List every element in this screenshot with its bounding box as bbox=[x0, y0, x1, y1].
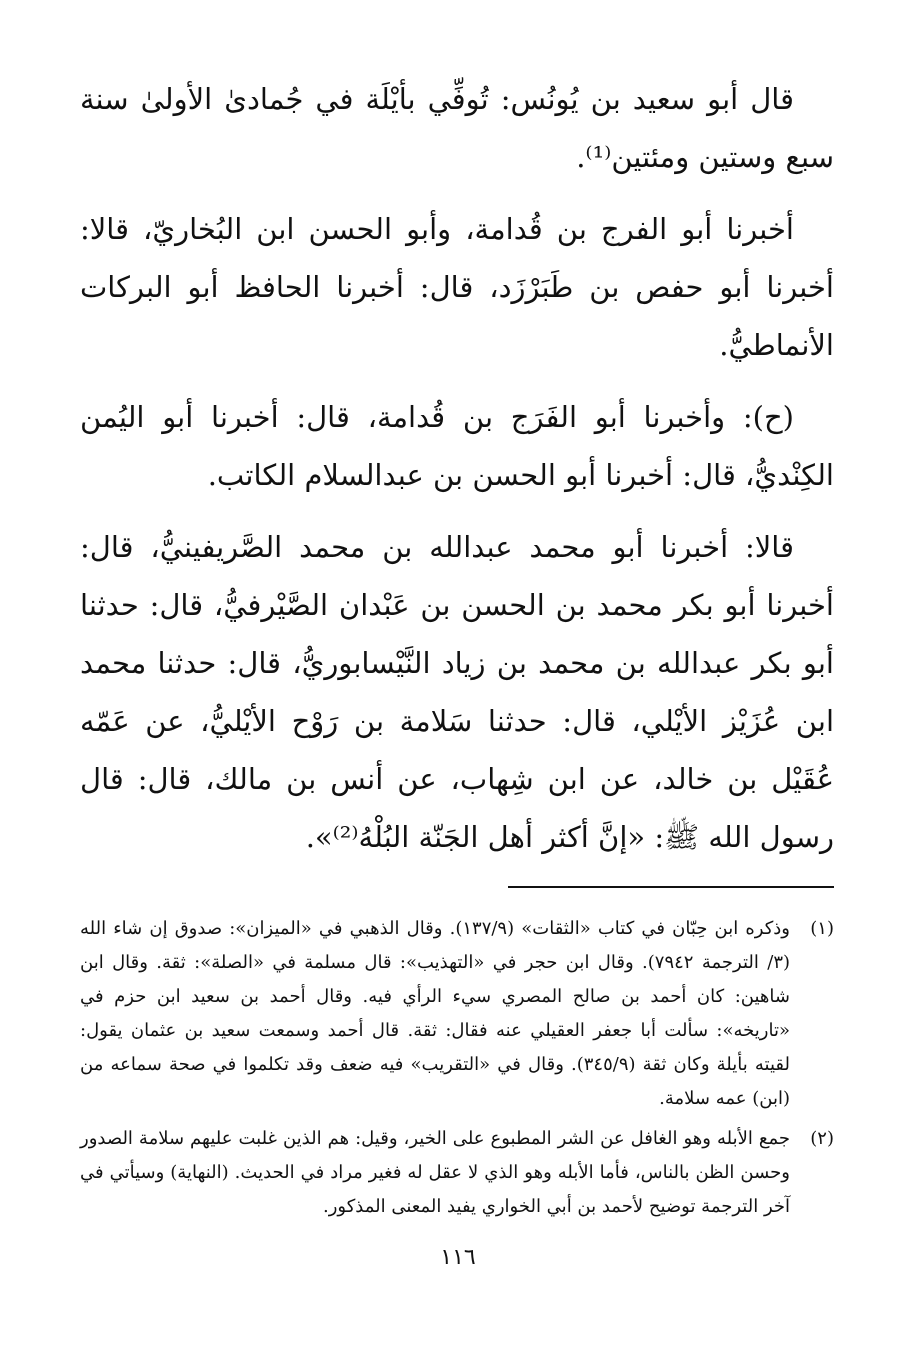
paragraph-2-text: أخبرنا أبو الفرج بن قُدامة، وأبو الحسن ابن البُخاريّ، قالا: أخبرنا أبو حفص بن طَبَرْزَد، قال: أخبرنا الحافظ أبو البركات الأنماطيُّ. bbox=[80, 212, 834, 362]
footnote-1 bbox=[80, 912, 834, 1116]
footnotes bbox=[80, 912, 834, 1224]
footnote-2 bbox=[80, 1122, 834, 1224]
main-text bbox=[80, 70, 834, 866]
paragraph-4-text: قالا: أخبرنا أبو محمد عبدالله بن محمد الصَّريفينيُّ، قال: أخبرنا أبو بكر محمد بن الحسن بن عَبْدان الصَّيْرفيُّ، قال: حدثنا أبو بكر عبدالله بن محمد بن زياد النَّيْسابوريُّ، قال: حدثنا محمد ابن عُزَيْز الأيْلي، قال: حدثنا سَلامة بن رَوْح الأيْليُّ، عن عَمّه عُقَيْل بن خالد، عن ابن شِهاب، عن أنس بن مالك، قال: قال رسول الله ﷺ: «إنَّ أكثر أهل الجَنّة البُلْهُ⁽²⁾». bbox=[80, 530, 834, 854]
paragraph-4 bbox=[80, 518, 834, 866]
paragraph-1-text: قال أبو سعيد بن يُونُس: تُوفِّي بأيْلَة في جُمادىٰ الأولىٰ سنة سبع وستين ومئتين⁽¹⁾. bbox=[80, 82, 834, 174]
footnote-1-number: (١) bbox=[810, 918, 834, 939]
footnote-1-text: وذكره ابن حِبّان في كتاب «الثقات» (١٣٧/٩). وقال الذهبي في «الميزان»: صدوق إن شاء الله (٣/ الترجمة ٧٩٤٢). وقال ابن حجر في «التهذيب»: قال مسلمة في «الصلة»: ثقة. وقال ابن شاهين: كان أحمد بن صالح المصري سيء الرأي فيه. وقال أحمد بن سعيد ابن حزم في «تاريخه»: سألت أبا جعفر العقيلي عنه فقال: ثقة. قال أحمد وسمعت سعيد بن عثمان يقول: لقيته بأيلة وكان ثقة (٣٤٥/٩). وقال في «التقريب» فيه ضعف وقد تكلموا في صحة سماعه من (ابن) عمه سلامة. bbox=[80, 918, 791, 1109]
page-number: ١١٦ bbox=[440, 1245, 476, 1270]
paragraph-2 bbox=[80, 200, 834, 374]
paragraph-3 bbox=[80, 388, 834, 504]
footnote-2-number: (٢) bbox=[810, 1128, 834, 1149]
paragraph-1 bbox=[80, 70, 834, 186]
paragraph-3-text: (ح): وأخبرنا أبو الفَرَج بن قُدامة، قال: أخبرنا أبو اليُمن الكِنْديُّ، قال: أخبرنا أبو الحسن بن عبدالسلام الكاتب. bbox=[80, 400, 834, 492]
footnote-separator bbox=[508, 886, 834, 888]
footnote-2-text: جمع الأبله وهو الغافل عن الشر المطبوع على الخير، وقيل: هم الذين غلبت عليهم سلامة الصدور وحسن الظن بالناس، فأما الأبله وهو الذي لا عقل له فغير مراد في الحديث. (النهاية) وسيأتي في آخر الترجمة توضيح لأحمد بن أبي الخواري يفيد المعنى المذكور. bbox=[80, 1128, 790, 1217]
